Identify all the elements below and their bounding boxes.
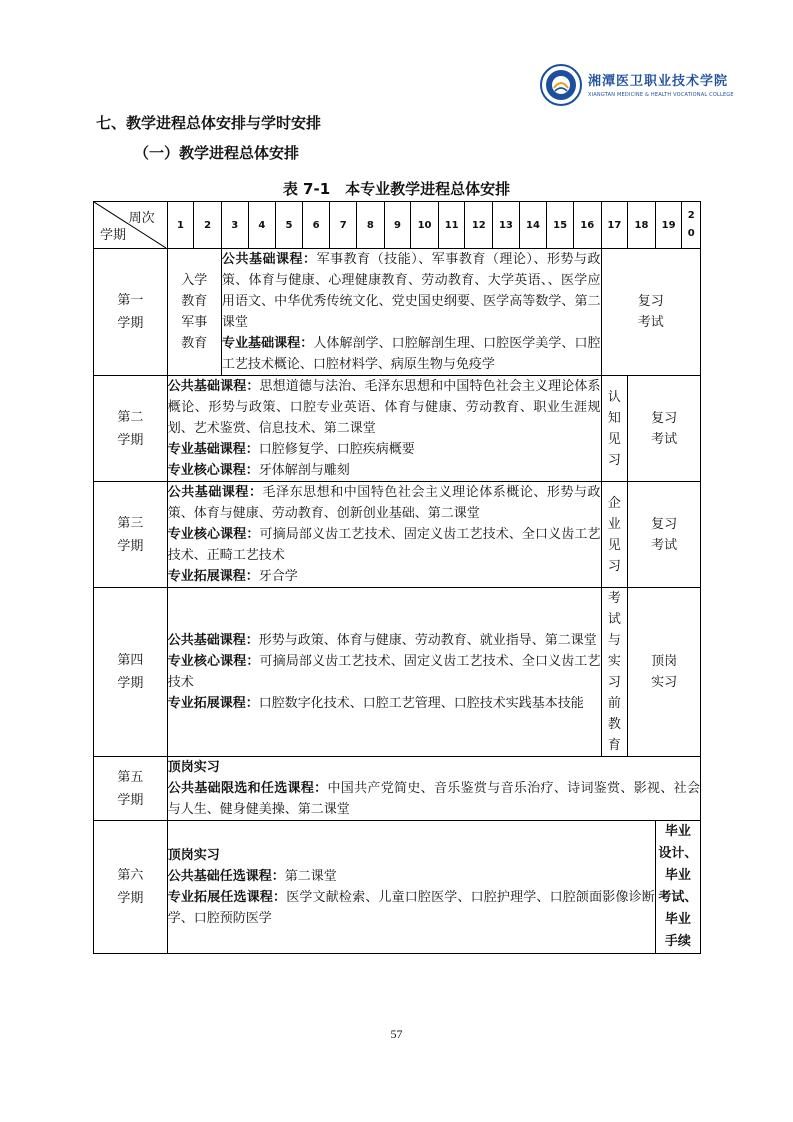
- semester-row-1: [94, 249, 701, 376]
- corner-header-cell: [94, 202, 168, 249]
- week-header-20: [682, 202, 701, 249]
- table-caption: 表 7-1 本专业教学进程总体安排: [282, 180, 511, 198]
- orientation-cell: 入学 教育 军事 教育: [167, 249, 221, 376]
- course-list: 毛泽东思想和中国特色社会主义理论体系概论、形势与政策、体育与健康、劳动教育、创新创业基础、第二课堂: [167, 485, 601, 521]
- week-header: 18: [628, 202, 656, 249]
- week-header: 7: [330, 202, 357, 249]
- course-category-label: 专业核心课程：: [167, 654, 260, 669]
- course-content: [221, 249, 601, 376]
- internship-cell: 企业 见习: [601, 482, 628, 588]
- week-header: 13: [493, 202, 520, 249]
- graduation-cell: 毕业 设计、 毕业 考试、 毕业 手续: [655, 821, 700, 954]
- internship-label: 顶岗实习: [167, 848, 220, 863]
- course-category-label: 公共基础课程：: [167, 485, 263, 500]
- week-header: 15: [547, 202, 574, 249]
- week-header: 14: [519, 202, 547, 249]
- course-category-label: 公共基础课程：: [167, 379, 260, 394]
- review-exam-cell: 复习 考试: [628, 376, 701, 482]
- section-heading: 七、教学进程总体安排与学时安排: [96, 114, 322, 132]
- course-list: 军事教育（技能）、军事教育（理论）、形势与政策、体育与健康、心理健康教育、劳动教育、大学英语、、医学应用语文、中华优秀传统文化、党史国史纲要、医学高等数学、第二课堂: [221, 252, 601, 330]
- college-emblem-icon: [540, 64, 582, 106]
- semester-row-6: [94, 821, 701, 954]
- semester-label: 第二 学期: [94, 376, 168, 482]
- course-category-label: 专业核心课程：: [167, 463, 259, 478]
- course-category-label: 公共基础课程：: [167, 633, 259, 648]
- semester-row-3: [94, 482, 701, 588]
- course-category-label: 专业核心课程：: [167, 527, 260, 542]
- week-header: 10: [411, 202, 439, 249]
- week-header: 12: [465, 202, 493, 249]
- review-exam-cell: 复习 考试: [628, 482, 701, 588]
- internship-label: 顶岗实习: [167, 760, 220, 775]
- corner-semester-label: 学期: [100, 228, 127, 243]
- week-header: 8: [357, 202, 385, 249]
- course-list: 人体解剖学、口腔解剖生理、口腔医学美学、口腔工艺技术概论、口腔材料学、病原生物与免疫学: [221, 336, 601, 372]
- course-list: 思想道德与法治、毛泽东思想和中国特色社会主义理论体系概论、形势与政策、口腔专业英语、体育与健康、劳动教育、职业生涯规划、艺术鉴赏、信息技术、第二课堂: [167, 379, 601, 436]
- course-list: 可摘局部义齿工艺技术、固定义齿工艺技术、全口义齿工艺技术: [167, 654, 601, 690]
- teaching-schedule-table: [93, 201, 701, 954]
- course-content: [167, 757, 700, 821]
- course-list: 可摘局部义齿工艺技术、固定义齿工艺技术、全口义齿工艺技术、正畸工艺技术: [167, 527, 601, 563]
- course-list: 牙合学: [258, 569, 298, 584]
- logo-chinese-name: 湘潭医卫职业技术学院: [588, 74, 729, 89]
- week-header: 9: [384, 202, 411, 249]
- course-category-label: 专业拓展课程：: [167, 569, 259, 584]
- course-list: 第二课堂: [284, 869, 337, 884]
- page-number: 57: [390, 1027, 403, 1041]
- course-content: [167, 482, 601, 588]
- week-header: 1: [167, 202, 194, 249]
- week-header: 16: [573, 202, 601, 249]
- subsection-heading: （一）教学进程总体安排: [134, 144, 300, 162]
- week-20-digit: 2: [687, 210, 695, 221]
- header-row: [94, 202, 701, 249]
- course-content: [167, 376, 601, 482]
- course-list: 形势与政策、体育与健康、劳动教育、就业指导、第二课堂: [258, 633, 597, 648]
- course-category-label: 专业基础课程：: [167, 442, 259, 457]
- week-header: 2: [194, 202, 222, 249]
- semester-label: 第四 学期: [94, 588, 168, 757]
- week-header: 6: [302, 202, 330, 249]
- semester-row-2: [94, 376, 701, 482]
- week-20-digit: 0: [687, 228, 695, 239]
- course-list: 口腔数字化技术、口腔工艺管理、口腔技术实践基本技能: [258, 696, 584, 711]
- semester-label: 第五 学期: [94, 757, 168, 821]
- semester-row-4: [94, 588, 701, 757]
- semester-row-5: [94, 757, 701, 821]
- week-header: 19: [655, 202, 682, 249]
- review-exam-cell: 复习 考试: [601, 249, 700, 376]
- course-category-label: 专业拓展任选课程：: [167, 890, 287, 905]
- semester-label: 第六 学期: [94, 821, 168, 954]
- course-category-label: 公共基础课程：: [221, 252, 317, 267]
- week-header: 17: [601, 202, 628, 249]
- week-header: 5: [276, 202, 303, 249]
- course-list: 牙体解剖与雕刻: [258, 463, 350, 478]
- course-category-label: 公共基础限选和任选课程：: [167, 781, 328, 796]
- week-header: 4: [248, 202, 276, 249]
- course-list: 医学文献检索、儿童口腔医学、口腔护理学、口腔颌面影像诊断学、口腔预防医学: [167, 890, 655, 926]
- semester-label: 第三 学期: [94, 482, 168, 588]
- corner-week-label: 周次: [128, 211, 155, 226]
- course-list: 中国共产党简史、音乐鉴赏与音乐治疗、诗词鉴赏、影视、社会与人生、健身健美操、第二课堂: [167, 781, 700, 817]
- course-content: [167, 821, 655, 954]
- semester-label: 第一 学期: [94, 249, 168, 376]
- week-header: 11: [438, 202, 465, 249]
- post-internship-cell: 顶岗 实习: [628, 588, 701, 757]
- exam-preparation-cell: 考试 与实 习前 教育: [601, 588, 628, 757]
- course-content: [167, 588, 601, 757]
- college-logo: [540, 64, 740, 108]
- internship-cell: 认知 见习: [601, 376, 628, 482]
- logo-english-name: XIANGTAN MEDICINE & HEALTH VOCATIONAL COLLEGE: [588, 92, 734, 98]
- course-category-label: 公共基础任选课程：: [167, 869, 285, 884]
- week-header: 3: [221, 202, 248, 249]
- course-list: 口腔修复学、口腔疾病概要: [258, 442, 415, 457]
- course-category-label: 专业基础课程：: [221, 336, 314, 351]
- course-category-label: 专业拓展课程：: [167, 696, 259, 711]
